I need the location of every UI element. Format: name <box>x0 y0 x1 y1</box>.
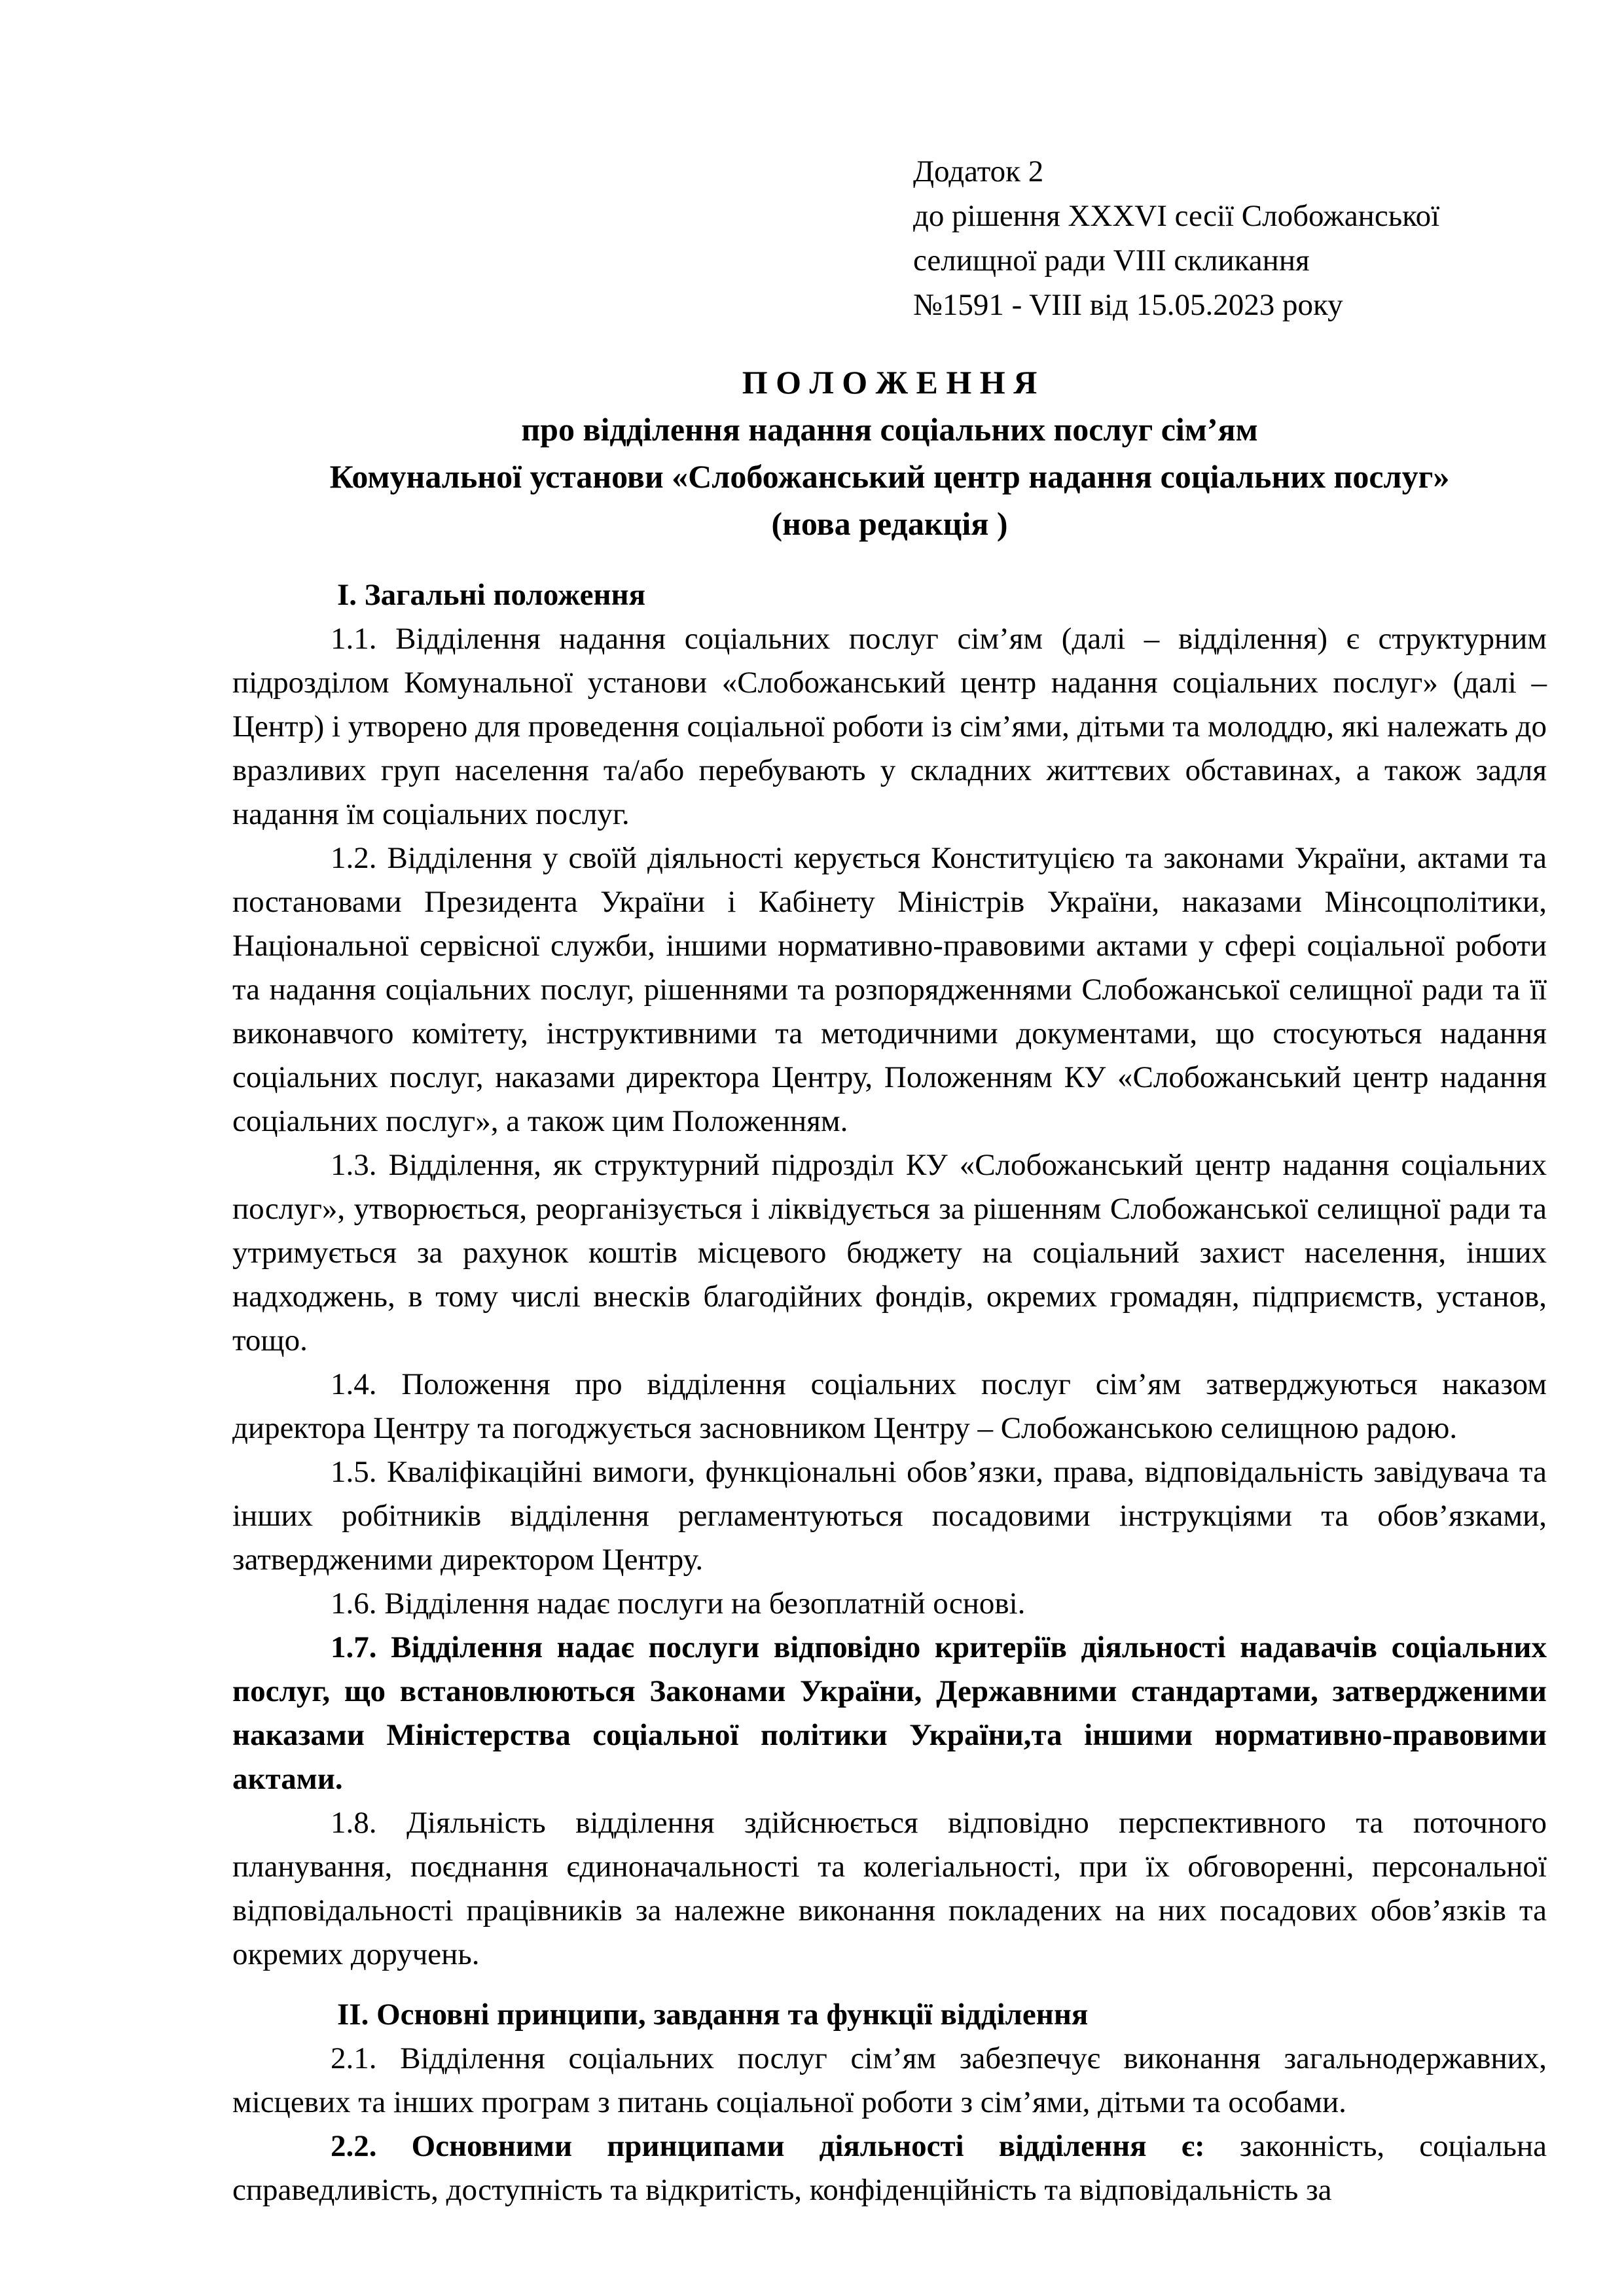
annex-reference-block <box>913 0 1624 327</box>
paragraph-text: законність, соціальна справедливість, доступність та відкритість, конфіденційність та відповідальність за <box>232 2129 1547 2207</box>
annex-reference-line: селищної ради VIII скликання <box>913 243 1310 278</box>
section-heading: І. Загальні положення <box>337 578 646 612</box>
paragraph-text: 2.1. Відділення соціальних послуг сім’ям забезпечує виконання загальнодержавних, місцевих та інших програм з питань соціальної роботи з сім’ями, дітьми та особами. <box>232 2041 1547 2119</box>
paragraph-text: 1.3. Відділення, як структурний підрозділ КУ «Слобожанський центр надання соціальних послуг», утворюється, реорганізується і ліквідується за рішенням Слобожанської селищної ради та утримується за рахунок коштів місцевого бюджету на соціальний захист населення, інших надходжень, в тому числі внесків благодійних фондів, окремих громадян, підприємств, установ, тощо. <box>232 1148 1547 1357</box>
document-title-block <box>232 359 1547 547</box>
paragraph <box>232 1626 1547 1801</box>
paragraph <box>232 1363 1547 1450</box>
paragraph <box>232 617 1547 836</box>
annex-reference-line: Додаток 2 <box>913 154 1044 188</box>
paragraph <box>232 2125 1547 2212</box>
paragraph-text-bold: 1.7. Відділення надає послуги відповідно критеріїв діяльності надавачів соціальних послуг, що встановлюються Законами України, Державними стандартами, затвердженими наказами Міністерства соціальної політики України,та іншими нормативно-правовими актами. <box>232 1630 1547 1796</box>
document-subtitle-line: Комунальної установи «Слобожанський центр надання соціальних послуг» <box>329 458 1450 495</box>
paragraph <box>232 1801 1547 1977</box>
section-heading: ІІ. Основні принципи, завдання та функції відділення <box>337 1998 1089 2032</box>
paragraph-text: 1.1. Відділення надання соціальних послуг сім’ям (далі – відділення) є структурним підрозділом Комунальної установи «Слобожанський центр надання соціальних послуг» (далі – Центр) і утворено для проведення соціальної роботи із сім’ями, дітьми та молоддю, які належать до вразливих груп населення та/або перебувають у складних життєвих обставинах, а також задля надання їм соціальних послуг. <box>232 622 1547 831</box>
paragraph <box>232 2037 1547 2125</box>
document-body <box>232 573 1547 2212</box>
paragraph-text: 1.8. Діяльність відділення здійснюється відповідно перспективного та поточного планування, поєднання єдиноначальності та колегіальності, при їх обговоренні, персональної відповідальності працівників за належне виконання покладених на них посадових обов’язків та окремих доручень. <box>232 1806 1547 1971</box>
paragraph <box>232 1450 1547 1582</box>
document-subtitle-line: (нова редакція ) <box>771 505 1008 542</box>
paragraph <box>232 1143 1547 1363</box>
annex-reference-line: до рішення XXXVI сесії Слобожанської <box>913 199 1440 233</box>
paragraph <box>232 1582 1547 1626</box>
paragraph-text: 1.5. Кваліфікаційні вимоги, функціональні обов’язки, права, відповідальність завідувача та інших робітників відділення регламентуються посадовими інструкціями та обов’язками, затвердженими директором Центру. <box>232 1455 1547 1577</box>
paragraph-text-bold: 2.2. Основними принципами діяльності відділення є: <box>331 2129 1240 2163</box>
document-subtitle-line: про відділення надання соціальних послуг сім’ям <box>521 411 1258 448</box>
paragraph-text: 1.6. Відділення надає послуги на безоплатній основі. <box>331 1587 1026 1621</box>
annex-reference-line: №1591 - VIII від 15.05.2023 року <box>913 288 1343 322</box>
document-main-title: П О Л О Ж Е Н Н Я <box>742 364 1038 401</box>
paragraph-text: 1.4. Положення про відділення соціальних послуг сім’ям затверджуються наказом директора Центру та погоджується засновником Центру – Слобожанською селищною радою. <box>232 1367 1547 1445</box>
paragraph-text: 1.2. Відділення у своїй діяльності керується Конституцією та законами України, актами та постановами Президента України і Кабінету Міністрів України, наказами Мінсоцполітики, Національної сервісної служби, іншими нормативно-правовими актами у сфері соціальної роботи та надання соціальних послуг, рішеннями та розпорядженнями Слобожанської селищної ради та її виконавчого комітету, інструктивними та методичними документами, що стосуються надання соціальних послуг, наказами директора Центру, Положенням КУ «Слобожанський центр надання соціальних послуг», а також цим Положенням. <box>232 841 1547 1138</box>
paragraph <box>232 836 1547 1143</box>
